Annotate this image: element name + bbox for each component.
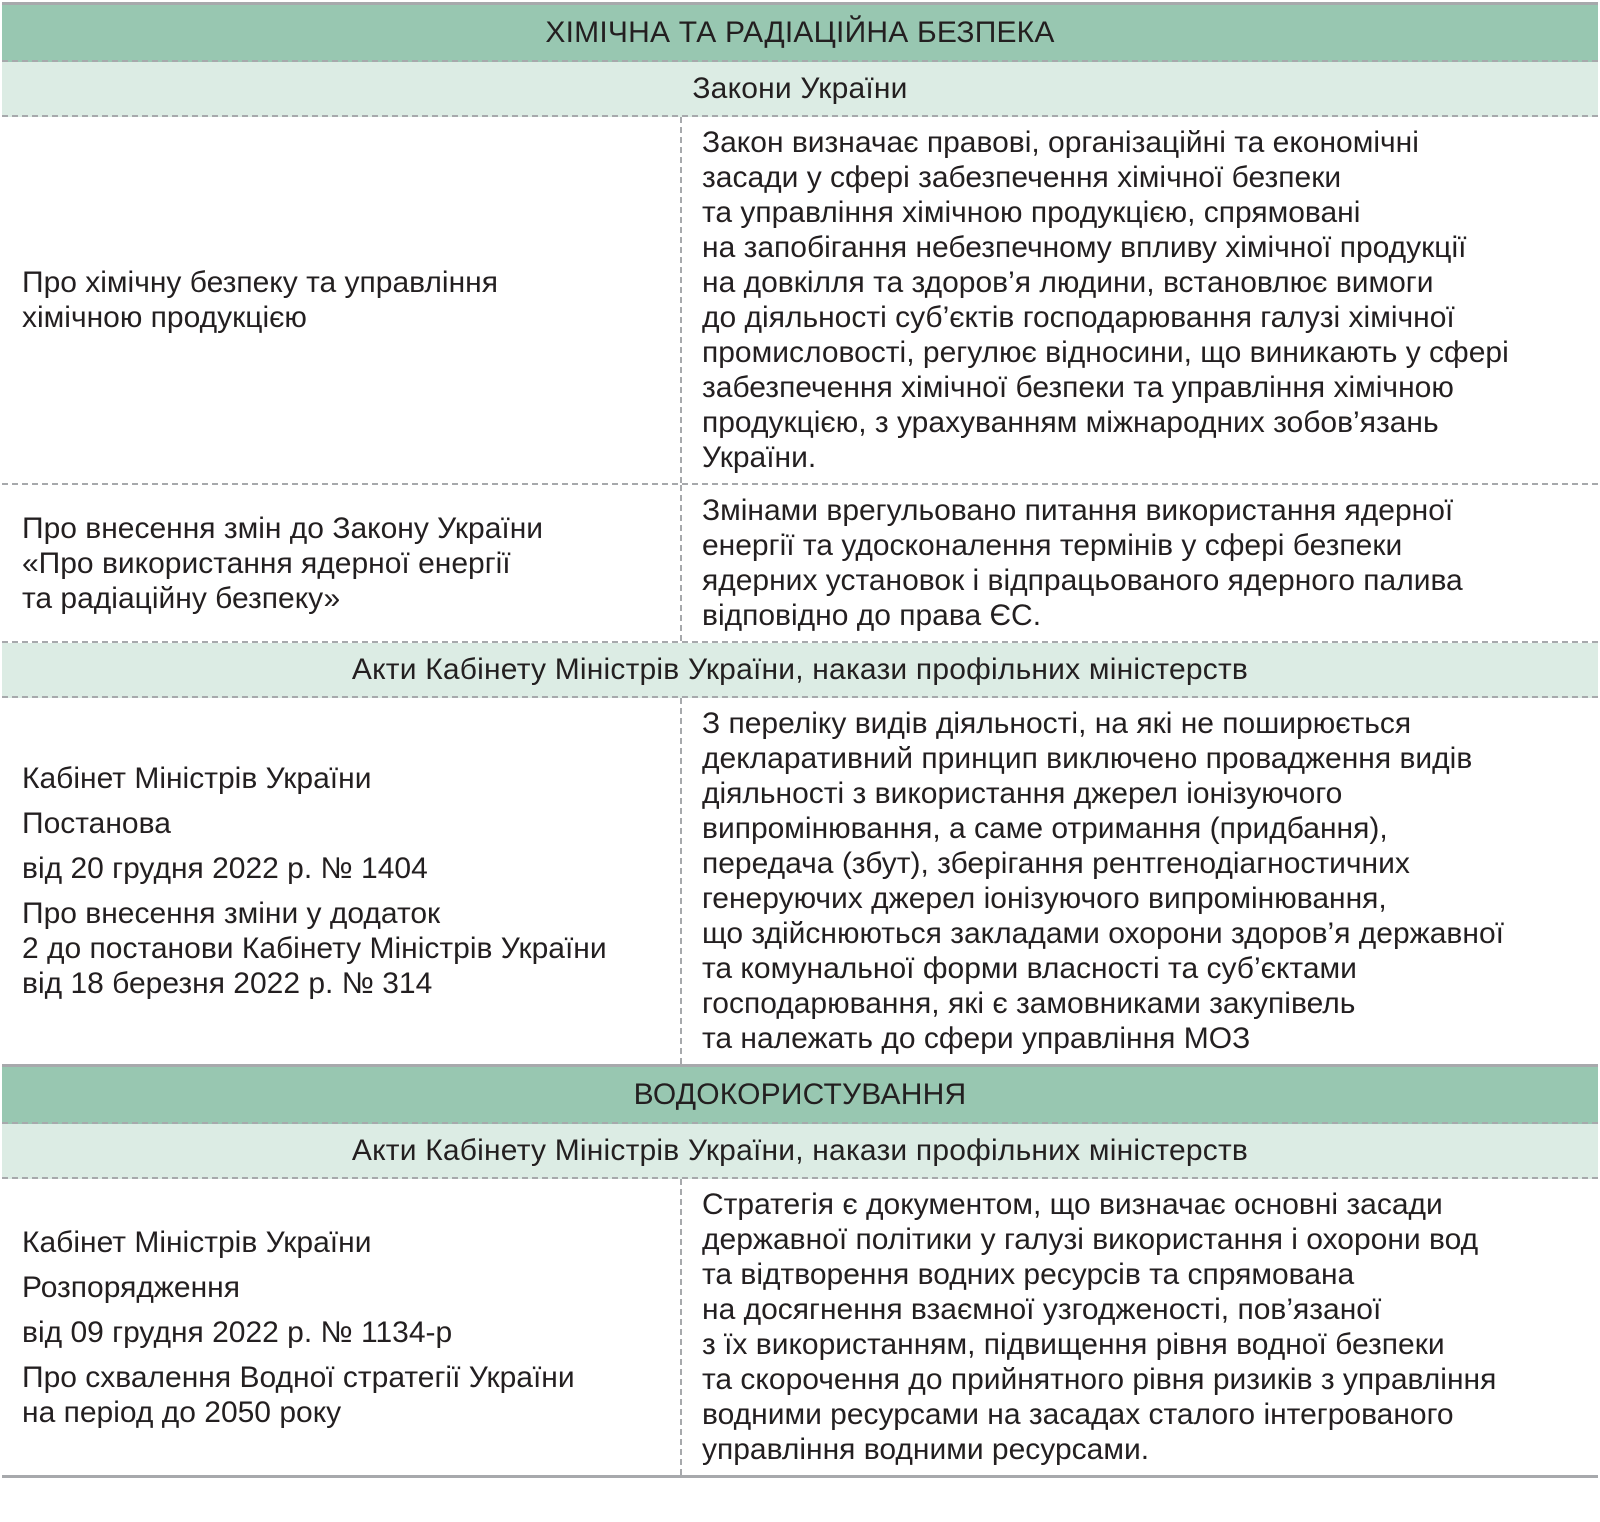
description-line: з їх використанням, підвищення рівня водної безпеки	[702, 1328, 1445, 1361]
description-line: на запобігання небезпечному впливу хімічної продукції	[702, 231, 1467, 264]
group-header: Закони України	[2, 62, 1598, 117]
description-line: відповідно до права ЄС.	[702, 599, 1042, 632]
description-line: та відтворення водних ресурсів та спрямована	[702, 1258, 1355, 1291]
act-title-cell	[2, 117, 682, 483]
description-line: що здійснюються закладами охорони здоров’я державної	[702, 917, 1504, 950]
description-line: управління водними ресурсами.	[702, 1433, 1150, 1466]
section-header: ВОДОКОРИСТУВАННЯ	[2, 1067, 1598, 1124]
section-header: ХІМІЧНА ТА РАДІАЦІЙНА БЕЗПЕКА	[2, 5, 1598, 62]
act-title-line: Про внесення змін до Закону України «Про використання ядерної енергії та радіаційну безпеку»	[22, 511, 544, 615]
description-line: та належать до сфери управління МОЗ	[702, 1022, 1251, 1055]
description-line: на досягнення взаємної узгодженості, пов’язаної	[702, 1293, 1382, 1326]
description-line: Змінами врегульовано питання використання ядерної	[702, 494, 1454, 527]
act-title-line: Кабінет Міністрів України	[22, 762, 372, 795]
description-line: та скорочення до прийнятного рівня ризиків з управління	[702, 1363, 1497, 1396]
description-line: водними ресурсами на засадах сталого інтегрованого	[702, 1398, 1454, 1431]
description-line: на довкілля та здоров’я людини, встановлює вимоги	[702, 266, 1434, 299]
act-title-line: Про схвалення Водної стратегії України на період до 2050 року	[22, 1360, 575, 1429]
group-header: Акти Кабінету Міністрів України, накази профільних міністерств	[2, 643, 1598, 698]
description-line: до діяльності суб’єктів господарювання галузі хімічної	[702, 301, 1455, 334]
table-row	[2, 117, 1598, 485]
table-row	[2, 1179, 1598, 1475]
group-header: Акти Кабінету Міністрів України, накази профільних міністерств	[2, 1124, 1598, 1179]
act-title-line: Розпорядження	[22, 1270, 240, 1304]
description-line: промисловості, регулює відносини, що виникають у сфері	[702, 336, 1509, 369]
act-title-cell	[2, 1179, 682, 1475]
description-line: України.	[702, 441, 817, 474]
act-title-cell	[2, 698, 682, 1064]
act-title-cell	[2, 485, 682, 641]
description-line: випромінювання, а саме отримання (придбання),	[702, 812, 1388, 845]
act-title-line: від 09 грудня 2022 р. № 1134-р	[22, 1315, 453, 1349]
act-title-line: Постанова	[22, 807, 171, 840]
description-line: генеруючих джерел іонізуючого випромінювання,	[702, 882, 1387, 915]
description-line: продукцією, з урахуванням міжнародних зобов’язань	[702, 406, 1439, 439]
legislation-table	[2, 2, 1598, 1478]
table-row	[2, 698, 1598, 1067]
description-line: господарювання, які є замовниками закупівель	[702, 987, 1356, 1020]
act-description-cell	[682, 117, 1598, 483]
act-title-line: Кабінет Міністрів України	[22, 1225, 372, 1259]
act-description-cell	[682, 1179, 1598, 1475]
act-description-cell	[682, 485, 1598, 641]
description-line: державної політики у галузі використання і охорони вод	[702, 1223, 1479, 1256]
description-line: діяльності з використання джерел іонізуючого	[702, 777, 1343, 810]
description-line: енергії та удосконалення термінів у сфері безпеки	[702, 529, 1403, 562]
act-title-line: від 20 грудня 2022 р. № 1404	[22, 852, 428, 885]
act-title-line: Про внесення зміни у додаток 2 до постанови Кабінету Міністрів України від 18 березня 2022 р. № 314	[22, 897, 607, 1000]
description-line: засади у сфері забезпечення хімічної безпеки	[702, 161, 1342, 194]
act-description-cell	[682, 698, 1598, 1064]
description-line: З переліку видів діяльності, на які не поширюється	[702, 707, 1412, 740]
description-line: декларативний принцип виключено провадження видів	[702, 742, 1473, 775]
description-line: ядерних установок і відпрацьованого ядерного палива	[702, 564, 1463, 597]
description-line: та управління хімічною продукцією, спрямовані	[702, 196, 1361, 229]
table-row	[2, 485, 1598, 643]
description-line: передача (збут), зберігання рентгенодіагностичних	[702, 847, 1410, 880]
description-line: Закон визначає правові, організаційні та економічні	[702, 126, 1419, 159]
act-title-line: Про хімічну безпеку та управління хімічною продукцією	[22, 266, 498, 334]
description-line: Стратегія є документом, що визначає основні засади	[702, 1188, 1443, 1221]
description-line: та комунальної форми власності та суб’єктами	[702, 952, 1357, 985]
description-line: забезпечення хімічної безпеки та управління хімічною	[702, 371, 1454, 404]
